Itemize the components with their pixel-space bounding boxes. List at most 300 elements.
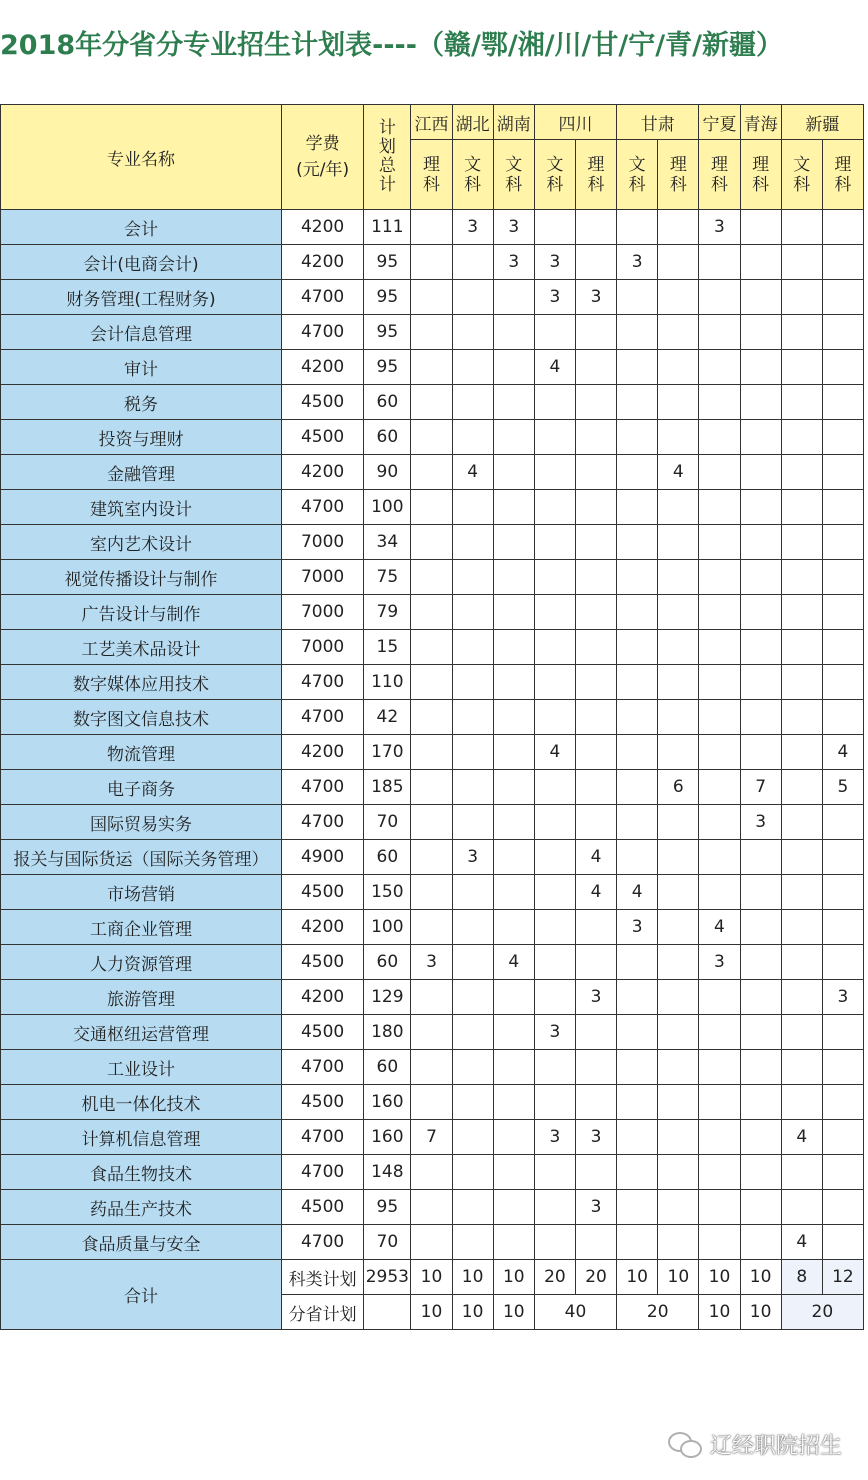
province-quota	[617, 980, 658, 1015]
province-quota	[699, 735, 740, 770]
province-quota	[822, 945, 863, 980]
province-quota	[575, 315, 616, 350]
tuition-fee: 7000	[281, 525, 363, 560]
province-quota	[658, 1085, 699, 1120]
plan-total: 15	[364, 630, 411, 665]
province-quota: 3	[452, 840, 493, 875]
tuition-fee: 4700	[281, 805, 363, 840]
tuition-fee: 4700	[281, 1050, 363, 1085]
table-row	[1, 630, 864, 665]
plan-total: 90	[364, 455, 411, 490]
province-quota	[658, 1120, 699, 1155]
tuition-fee: 4700	[281, 665, 363, 700]
major-name: 工商企业管理	[1, 910, 282, 945]
province-quota	[617, 1120, 658, 1155]
province-quota	[658, 490, 699, 525]
province-quota	[822, 490, 863, 525]
major-name: 会计信息管理	[1, 315, 282, 350]
province-quota	[740, 1225, 781, 1260]
province-quota	[822, 280, 863, 315]
province-quota	[781, 420, 822, 455]
table-row	[1, 1190, 864, 1225]
category-plan-value: 10	[740, 1260, 781, 1295]
province-quota	[534, 875, 575, 910]
province-quota	[617, 280, 658, 315]
province-quota	[822, 1155, 863, 1190]
province-quota	[411, 1190, 452, 1225]
header-province: 青海	[740, 105, 781, 140]
province-plan-value: 10	[493, 1295, 534, 1330]
province-quota	[411, 595, 452, 630]
province-quota	[452, 1225, 493, 1260]
table-row	[1, 1155, 864, 1190]
province-quota	[411, 350, 452, 385]
province-quota	[411, 1050, 452, 1085]
category-plan-value: 10	[658, 1260, 699, 1295]
province-quota: 4	[452, 455, 493, 490]
province-quota	[740, 700, 781, 735]
province-quota	[699, 875, 740, 910]
major-name: 会计(电商会计)	[1, 245, 282, 280]
major-name: 报关与国际货运（国际关务管理）	[1, 840, 282, 875]
major-name: 国际贸易实务	[1, 805, 282, 840]
plan-total: 95	[364, 1190, 411, 1225]
plan-total: 75	[364, 560, 411, 595]
major-name: 审计	[1, 350, 282, 385]
province-quota	[617, 630, 658, 665]
province-quota	[822, 1120, 863, 1155]
table-row	[1, 945, 864, 980]
header-subject-char: 科	[793, 174, 811, 195]
grand-total: 2953	[364, 1260, 411, 1295]
province-quota	[658, 1050, 699, 1085]
province-quota	[452, 700, 493, 735]
province-quota	[534, 455, 575, 490]
tuition-fee: 4700	[281, 700, 363, 735]
header-subject	[617, 140, 658, 210]
province-quota	[781, 805, 822, 840]
table-row	[1, 910, 864, 945]
plan-total: 170	[364, 735, 411, 770]
province-quota	[740, 455, 781, 490]
tuition-fee: 4500	[281, 385, 363, 420]
province-quota	[781, 210, 822, 245]
table-row	[1, 245, 864, 280]
major-name: 食品生物技术	[1, 1155, 282, 1190]
plan-total: 34	[364, 525, 411, 560]
province-quota	[534, 1155, 575, 1190]
header-subject-char: 科	[669, 174, 687, 195]
province-quota	[575, 945, 616, 980]
header-subject-char: 理	[422, 154, 440, 175]
province-quota	[534, 1085, 575, 1120]
province-quota	[781, 1015, 822, 1050]
province-quota	[411, 735, 452, 770]
province-quota	[658, 210, 699, 245]
province-quota	[781, 840, 822, 875]
plan-total: 111	[364, 210, 411, 245]
province-quota: 3	[617, 910, 658, 945]
province-quota	[617, 1085, 658, 1120]
province-quota	[658, 665, 699, 700]
header-province: 新疆	[781, 105, 863, 140]
province-quota	[617, 315, 658, 350]
province-quota	[740, 595, 781, 630]
table-header	[1, 105, 864, 210]
province-quota	[411, 1085, 452, 1120]
plan-total: 129	[364, 980, 411, 1015]
plan-total: 160	[364, 1085, 411, 1120]
province-quota: 3	[822, 980, 863, 1015]
province-quota	[534, 525, 575, 560]
province-quota	[411, 910, 452, 945]
province-quota	[822, 315, 863, 350]
province-quota	[493, 735, 534, 770]
header-subject-char: 文	[505, 154, 523, 175]
province-quota	[493, 700, 534, 735]
province-quota	[699, 420, 740, 455]
province-quota	[822, 385, 863, 420]
province-quota	[658, 945, 699, 980]
province-quota	[740, 350, 781, 385]
province-quota	[781, 735, 822, 770]
major-name: 机电一体化技术	[1, 1085, 282, 1120]
table-row	[1, 525, 864, 560]
province-quota	[575, 595, 616, 630]
province-quota	[740, 210, 781, 245]
province-quota	[452, 1015, 493, 1050]
province-quota	[452, 1190, 493, 1225]
table-row	[1, 455, 864, 490]
plan-total: 180	[364, 1015, 411, 1050]
province-quota	[534, 420, 575, 455]
major-name: 工业设计	[1, 1050, 282, 1085]
tuition-fee: 7000	[281, 560, 363, 595]
province-quota	[822, 1015, 863, 1050]
province-quota	[617, 420, 658, 455]
province-quota	[699, 350, 740, 385]
province-quota: 3	[534, 1120, 575, 1155]
province-quota	[493, 280, 534, 315]
province-quota	[740, 315, 781, 350]
province-quota	[658, 1015, 699, 1050]
province-quota	[452, 560, 493, 595]
province-quota	[617, 1050, 658, 1085]
province-quota	[411, 560, 452, 595]
table-row	[1, 980, 864, 1015]
province-quota	[617, 770, 658, 805]
category-plan-value: 10	[411, 1260, 452, 1295]
province-quota	[617, 805, 658, 840]
province-quota	[822, 350, 863, 385]
tuition-fee: 4500	[281, 945, 363, 980]
plan-total: 100	[364, 490, 411, 525]
header-province: 湖北	[452, 105, 493, 140]
province-quota	[452, 665, 493, 700]
province-quota	[493, 315, 534, 350]
header-fee-line2: (元/年)	[296, 160, 350, 180]
province-plan-value: 10	[411, 1295, 452, 1330]
plan-total: 150	[364, 875, 411, 910]
province-quota	[822, 525, 863, 560]
province-quota	[411, 315, 452, 350]
enrollment-plan-table	[0, 104, 864, 1330]
tuition-fee: 4700	[281, 490, 363, 525]
header-total	[364, 105, 411, 210]
province-quota	[699, 385, 740, 420]
summary-row-category	[1, 1260, 864, 1295]
major-name: 交通枢纽运营管理	[1, 1015, 282, 1050]
province-quota	[740, 735, 781, 770]
province-quota	[534, 700, 575, 735]
header-subject	[822, 140, 863, 210]
table-row	[1, 700, 864, 735]
province-quota	[699, 840, 740, 875]
province-quota	[781, 455, 822, 490]
province-quota	[493, 1155, 534, 1190]
province-quota	[534, 315, 575, 350]
province-quota	[411, 840, 452, 875]
plan-total: 60	[364, 840, 411, 875]
province-quota	[575, 350, 616, 385]
table-row	[1, 490, 864, 525]
province-quota	[699, 1085, 740, 1120]
province-quota	[452, 280, 493, 315]
province-quota	[658, 315, 699, 350]
province-quota	[411, 490, 452, 525]
tuition-fee: 4200	[281, 455, 363, 490]
major-name: 食品质量与安全	[1, 1225, 282, 1260]
plan-total: 95	[364, 350, 411, 385]
province-quota	[617, 350, 658, 385]
tuition-fee: 4700	[281, 280, 363, 315]
table-row	[1, 1050, 864, 1085]
plan-total: 60	[364, 385, 411, 420]
province-quota	[452, 490, 493, 525]
province-quota	[781, 770, 822, 805]
province-quota	[617, 525, 658, 560]
province-quota	[411, 875, 452, 910]
province-quota	[617, 735, 658, 770]
province-quota	[534, 980, 575, 1015]
province-quota: 4	[534, 350, 575, 385]
major-name: 数字图文信息技术	[1, 700, 282, 735]
province-quota	[781, 980, 822, 1015]
province-quota	[452, 525, 493, 560]
province-quota	[493, 455, 534, 490]
plan-total: 70	[364, 805, 411, 840]
table-row	[1, 595, 864, 630]
province-quota	[781, 665, 822, 700]
province-quota	[658, 280, 699, 315]
province-quota	[534, 665, 575, 700]
tuition-fee: 4500	[281, 1015, 363, 1050]
province-quota	[699, 280, 740, 315]
header-subject-char: 理	[669, 154, 687, 175]
plan-total: 95	[364, 245, 411, 280]
province-quota	[781, 245, 822, 280]
header-subject-char: 科	[505, 174, 523, 195]
tuition-fee: 4200	[281, 910, 363, 945]
tuition-fee: 4500	[281, 1085, 363, 1120]
province-quota	[411, 280, 452, 315]
province-quota	[822, 595, 863, 630]
province-quota: 6	[658, 770, 699, 805]
province-quota: 3	[575, 1120, 616, 1155]
tuition-fee: 4700	[281, 1120, 363, 1155]
province-quota: 3	[699, 945, 740, 980]
province-quota	[781, 700, 822, 735]
province-quota	[493, 1225, 534, 1260]
province-quota	[575, 1015, 616, 1050]
province-quota	[781, 560, 822, 595]
major-name: 数字媒体应用技术	[1, 665, 282, 700]
province-plan-value: 40	[534, 1295, 616, 1330]
header-major: 专业名称	[1, 105, 282, 210]
category-plan-value: 10	[699, 1260, 740, 1295]
province-quota	[575, 1155, 616, 1190]
province-quota	[534, 770, 575, 805]
header-subject-char: 科	[464, 174, 482, 195]
province-quota	[699, 1015, 740, 1050]
province-quota	[781, 945, 822, 980]
province-quota	[575, 420, 616, 455]
category-plan-value: 10	[452, 1260, 493, 1295]
header-subject-char: 文	[546, 154, 564, 175]
category-plan-value: 10	[493, 1260, 534, 1295]
province-quota	[575, 385, 616, 420]
province-quota: 7	[740, 770, 781, 805]
province-quota	[575, 455, 616, 490]
table-row	[1, 840, 864, 875]
province-quota: 4	[534, 735, 575, 770]
page-title: 2018年分省分专业招生计划表----（赣/鄂/湘/川/甘/宁/青/新疆）	[0, 30, 783, 61]
province-quota	[575, 700, 616, 735]
province-quota	[617, 1155, 658, 1190]
header-subject-char: 科	[628, 174, 646, 195]
province-quota: 4	[699, 910, 740, 945]
province-quota	[658, 1190, 699, 1225]
province-quota	[534, 490, 575, 525]
province-quota	[822, 700, 863, 735]
province-quota	[493, 910, 534, 945]
province-quota	[411, 630, 452, 665]
province-quota	[699, 1225, 740, 1260]
province-quota	[740, 280, 781, 315]
province-quota: 4	[781, 1120, 822, 1155]
province-quota	[781, 315, 822, 350]
province-quota: 4	[781, 1225, 822, 1260]
province-quota	[617, 945, 658, 980]
province-quota	[740, 840, 781, 875]
province-quota	[575, 525, 616, 560]
tuition-fee: 4200	[281, 245, 363, 280]
province-quota	[411, 1155, 452, 1190]
province-quota	[658, 1155, 699, 1190]
province-quota: 3	[740, 805, 781, 840]
province-quota	[822, 420, 863, 455]
province-quota: 3	[575, 280, 616, 315]
category-plan-value: 12	[822, 1260, 863, 1295]
plan-total: 185	[364, 770, 411, 805]
province-quota	[658, 595, 699, 630]
province-quota	[452, 1050, 493, 1085]
province-quota	[411, 525, 452, 560]
tuition-fee: 4900	[281, 840, 363, 875]
province-quota	[534, 1190, 575, 1225]
table-row	[1, 420, 864, 455]
province-quota	[699, 455, 740, 490]
province-quota	[740, 245, 781, 280]
header-subject	[575, 140, 616, 210]
province-quota	[740, 490, 781, 525]
province-quota	[452, 350, 493, 385]
province-quota	[740, 1015, 781, 1050]
province-quota	[493, 560, 534, 595]
province-quota	[658, 630, 699, 665]
province-quota	[699, 700, 740, 735]
province-quota	[740, 1120, 781, 1155]
province-quota	[493, 1085, 534, 1120]
header-subject-char: 科	[752, 174, 770, 195]
province-quota	[822, 910, 863, 945]
province-quota	[493, 980, 534, 1015]
province-quota	[534, 560, 575, 595]
table-row	[1, 1120, 864, 1155]
table-row	[1, 350, 864, 385]
header-subject-char: 科	[546, 174, 564, 195]
header-province: 甘肃	[617, 105, 699, 140]
province-plan-value: 20	[781, 1295, 863, 1330]
province-quota	[781, 1190, 822, 1225]
category-plan-value: 20	[575, 1260, 616, 1295]
province-quota	[411, 1015, 452, 1050]
province-quota: 3	[699, 210, 740, 245]
province-quota	[411, 455, 452, 490]
province-quota	[575, 805, 616, 840]
province-quota	[575, 1085, 616, 1120]
province-quota	[452, 315, 493, 350]
major-name: 投资与理财	[1, 420, 282, 455]
province-quota	[452, 385, 493, 420]
major-name: 物流管理	[1, 735, 282, 770]
province-quota	[617, 490, 658, 525]
province-quota	[740, 1190, 781, 1225]
header-total-char: 划	[378, 137, 396, 157]
province-quota	[658, 1225, 699, 1260]
province-quota	[699, 630, 740, 665]
province-quota	[534, 840, 575, 875]
header-subject	[781, 140, 822, 210]
plan-total: 110	[364, 665, 411, 700]
province-quota	[658, 385, 699, 420]
province-quota	[452, 735, 493, 770]
header-province: 湖南	[493, 105, 534, 140]
province-quota	[452, 805, 493, 840]
header-subject	[411, 140, 452, 210]
province-plan-value: 20	[617, 1295, 699, 1330]
plan-total: 95	[364, 280, 411, 315]
province-quota	[822, 805, 863, 840]
province-quota	[617, 455, 658, 490]
major-name: 金融管理	[1, 455, 282, 490]
province-quota: 4	[575, 840, 616, 875]
header-subject-char: 科	[422, 174, 440, 195]
province-quota	[658, 350, 699, 385]
province-quota: 3	[452, 210, 493, 245]
province-quota	[452, 420, 493, 455]
table-row	[1, 560, 864, 595]
